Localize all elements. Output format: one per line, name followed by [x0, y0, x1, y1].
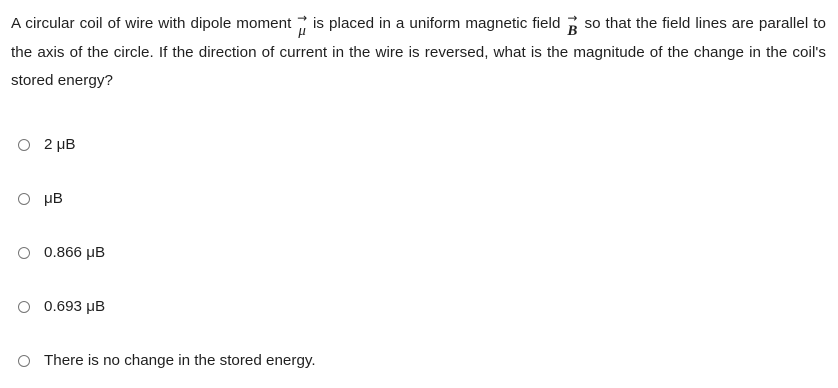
- option-label: 0.866 μB: [44, 244, 106, 261]
- option-label: μB: [44, 190, 63, 207]
- option-label: There is no change in the stored energy.: [44, 352, 316, 369]
- option-label: 2 μB: [44, 136, 76, 153]
- option-label: 0.693 μB: [44, 298, 106, 315]
- answer-option[interactable]: [18, 226, 316, 280]
- radio-button[interactable]: [18, 193, 30, 205]
- answer-option[interactable]: [18, 118, 316, 172]
- radio-button[interactable]: [18, 247, 30, 259]
- vector-arrow-icon: →: [567, 11, 578, 25]
- radio-button[interactable]: [18, 301, 30, 313]
- b-symbol: B: [567, 23, 578, 39]
- answer-options: [18, 118, 316, 388]
- question-part-3: so that the field lines are parallel to the axis of the circle. If the direction of current in the wire is reversed, what is the magnitude of the change in the coil's stored energy?: [11, 15, 826, 89]
- mu-symbol: μ: [298, 23, 307, 39]
- answer-option[interactable]: [18, 280, 316, 334]
- question-part-1: A circular coil of wire with dipole moment: [11, 15, 292, 32]
- radio-button[interactable]: [18, 139, 30, 151]
- b-vector-symbol: [565, 11, 579, 39]
- mu-vector-symbol: [296, 11, 308, 39]
- answer-option[interactable]: [18, 334, 316, 388]
- question-text: [11, 10, 826, 95]
- question-part-2: is placed in a uniform magnetic field: [312, 15, 561, 32]
- radio-button[interactable]: [18, 355, 30, 367]
- answer-option[interactable]: [18, 172, 316, 226]
- vector-arrow-icon: →: [297, 11, 308, 25]
